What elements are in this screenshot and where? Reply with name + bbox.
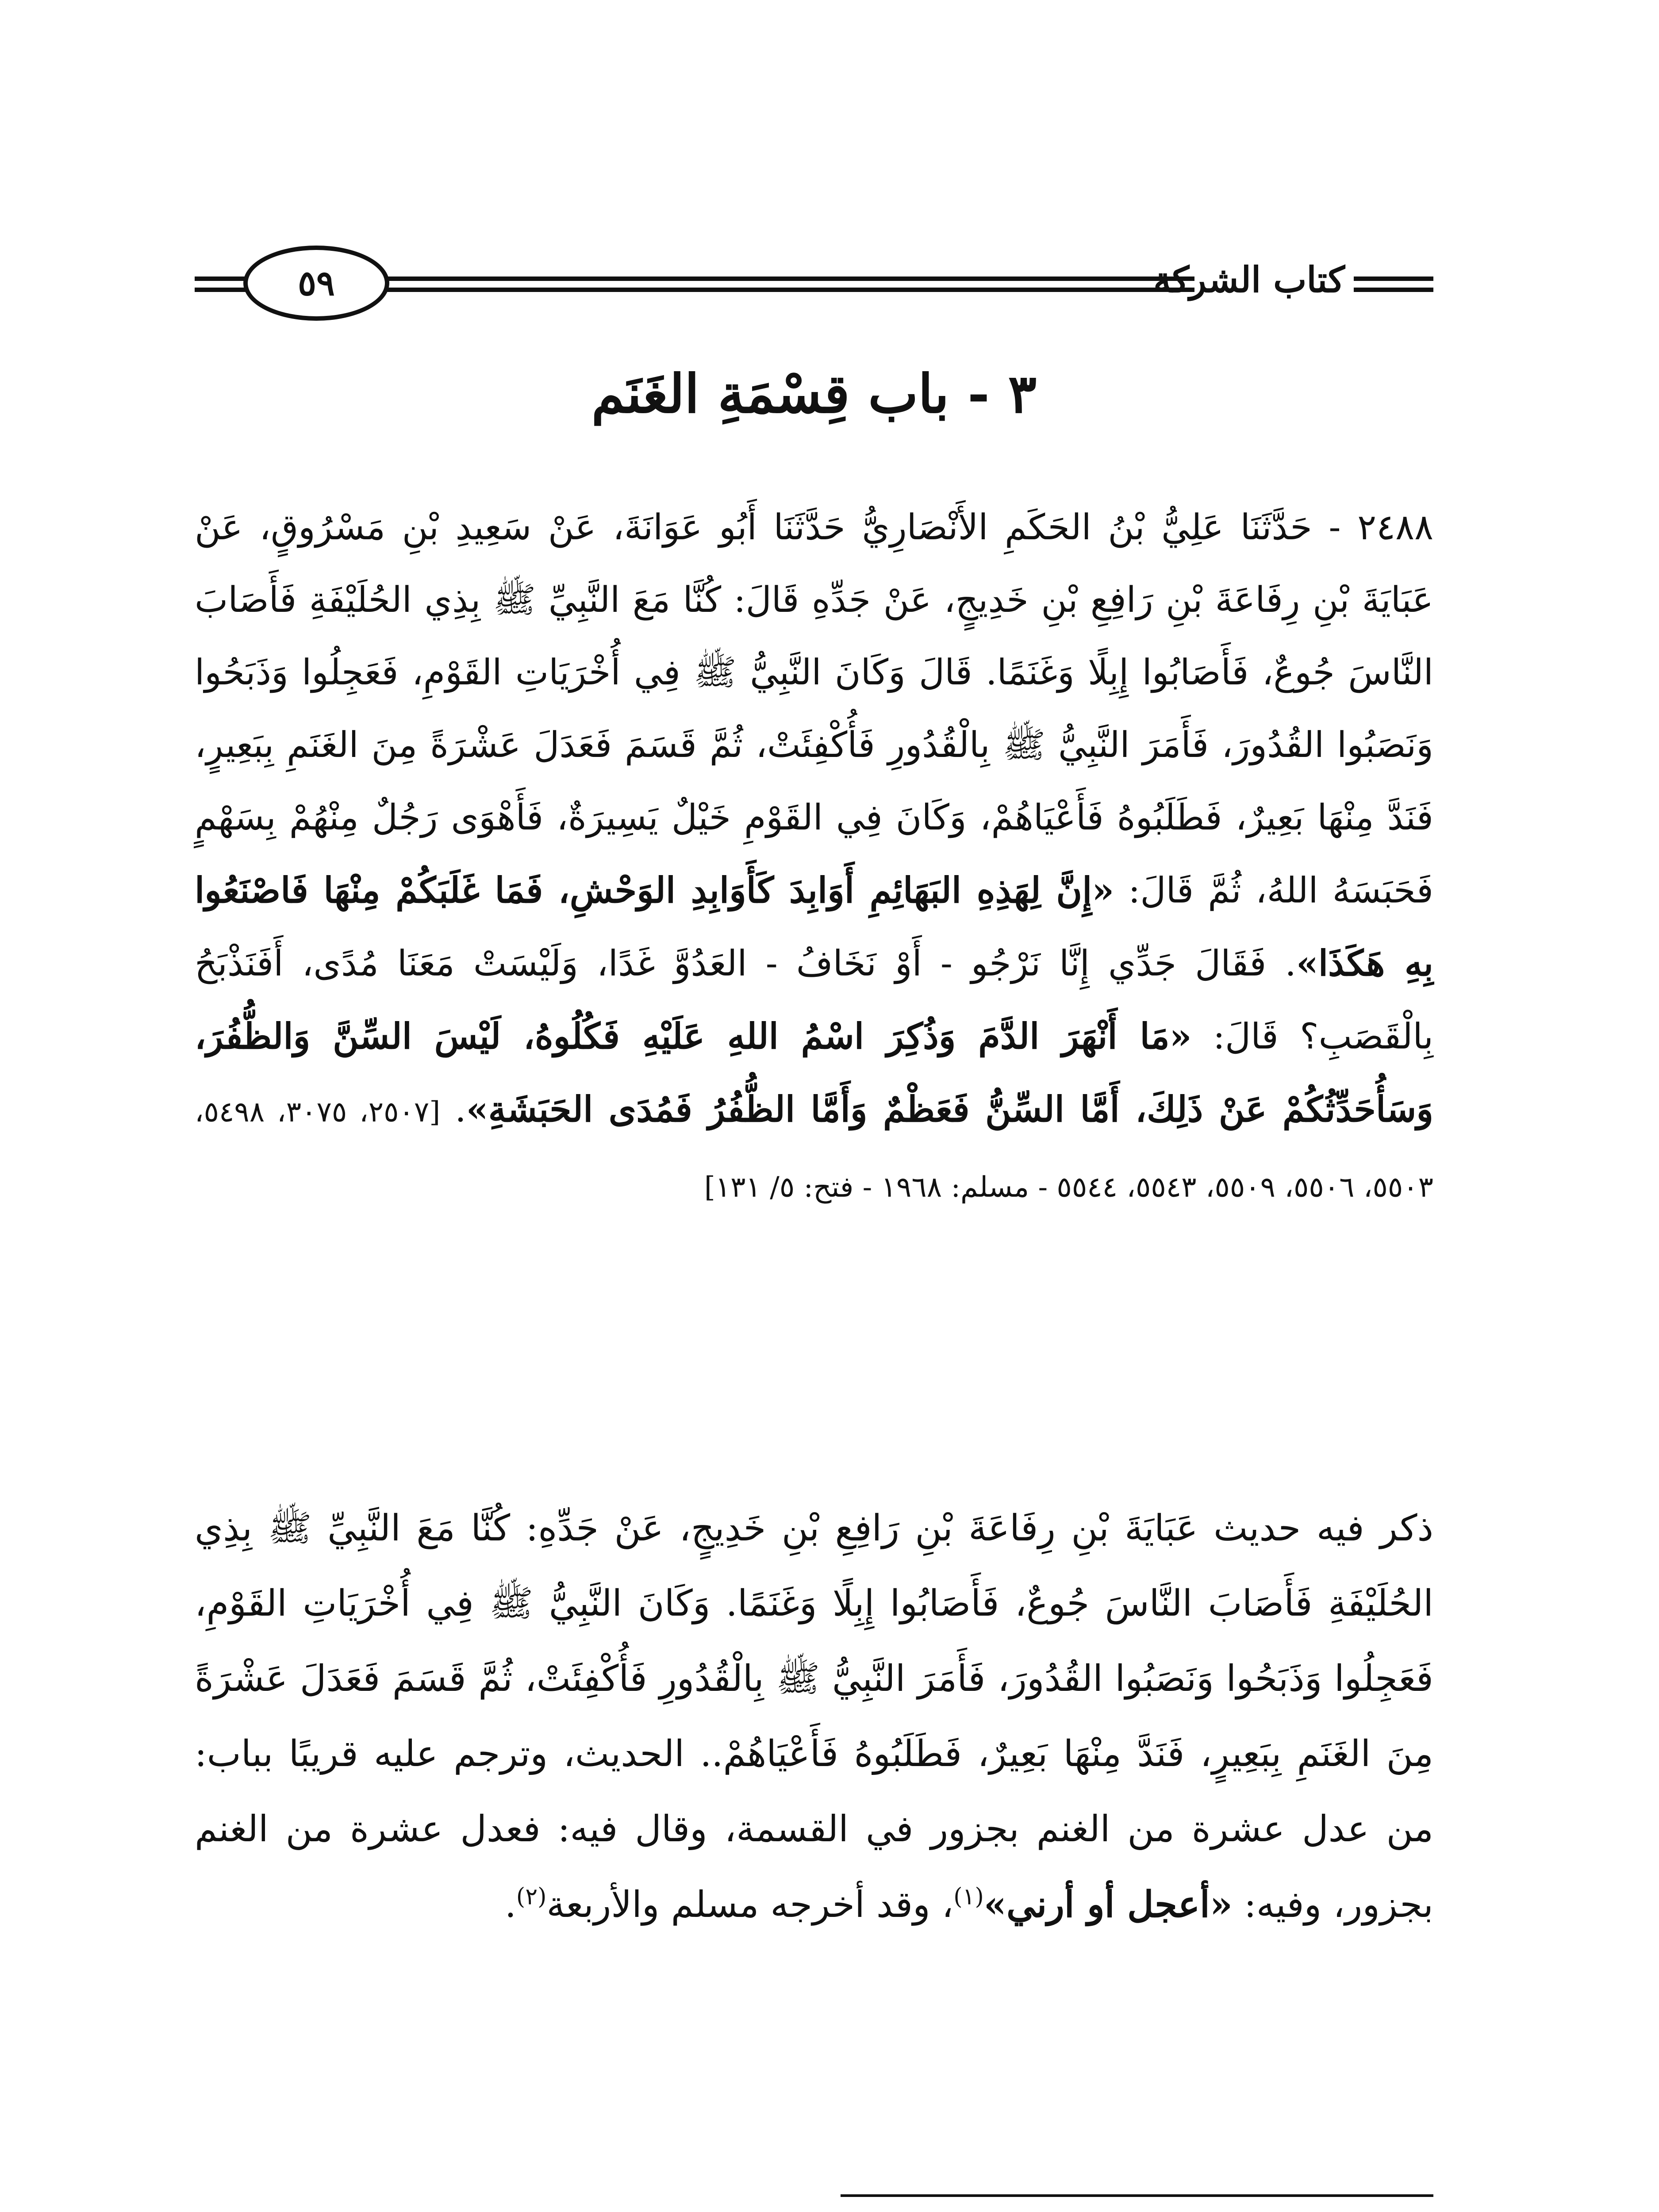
- commentary-part-1: ذكر فيه حديث عَبَايَةَ بْنِ رِفَاعَةَ بْنِ رَافِعِ بْنِ خَدِيجٍ، عَنْ جَدِّهِ: كُنَّا مَعَ النَّبِيِّ ﷺ بِذِي الحُلَيْفَةِ فَأَصَابَ النَّاسَ جُوعٌ، فَأَصَابُوا إِبِلًا وَغَنَمًا. وَكَانَ النَّبِيُّ ﷺ فِي أُخْرَيَاتِ القَوْمِ، فَعَجِلُوا وَذَبَحُوا وَنَصَبُوا القُدُورَ، فَأَمَرَ النَّبِيُّ ﷺ بِالْقُدُورِ فَأُكْفِئَتْ، ثُمَّ قَسَمَ فَعَدَلَ عَشْرَةً مِنَ الغَنَمِ بِبَعِيرٍ، فَنَدَّ مِنْهَا بَعِيرٌ، فَطَلَبُوهُ فَأَعْيَاهُمْ.. الحديث، وترجم عليه قريبًا بباب: من عدل عشرة من الغنم بجزور في القسمة، وقال فيه: فعدل عشرة من الغنم بجزور، وفيه:: [195, 1507, 1433, 1926]
- header-rule-middle-top: [385, 276, 1194, 281]
- commentary-text: [195, 1491, 1433, 1943]
- hadith-text: [195, 491, 1433, 1224]
- hadith-quote-2: «مَا أَنْهَرَ الدَّمَ وَذُكِرَ اسْمُ اللهِ عَلَيْهِ فَكُلُوهُ، لَيْسَ السِّنَّ وَالظُّفُرَ، وَسَأُحَدِّثُكُمْ عَنْ ذَلِكَ، أَمَّا السِّنُّ فَعَظْمٌ وَأَمَّا الظُّفُرُ فَمُدَى الحَبَشَةِ»: [195, 1015, 1434, 1130]
- running-header: [195, 239, 1433, 327]
- hadith-quote-1: «إِنَّ لِهَذِهِ البَهَائِمِ أَوَابِدَ كَأَوَابِدِ الوَحْشِ، فَمَا غَلَبَكُمْ مِنْهَا فَاصْنَعُوا بِهِ هَكَذَا»: [195, 869, 1434, 984]
- footnote-ref-1: (١): [953, 1883, 984, 1910]
- header-rule-left-top: [195, 276, 248, 281]
- header-rule-right-top: [1354, 276, 1433, 281]
- footnote-ref-2: (٢): [516, 1883, 547, 1910]
- book-title: كتاب الشركة: [1153, 259, 1345, 300]
- hadith-narration-3: .: [440, 1089, 466, 1130]
- page-number: [243, 246, 389, 321]
- commentary-part-3: .: [504, 1884, 516, 1926]
- hadith-narration-2: . فَقَالَ جَدِّي إِنَّا نَرْجُو - أَوْ نَخَافُ - العَدُوَّ غَدًا، وَلَيْسَتْ مَعَنَا مُدًى، أَفَنَذْبَحُ بِالْقَصَبِ؟ قَالَ:: [195, 943, 1433, 1057]
- chapter-title: ٣ - باب قِسْمَةِ الغَنَم: [591, 363, 1037, 425]
- commentary-quote: «أعجل أو أرني»: [983, 1883, 1233, 1926]
- commentary-part-2: ، وقد أخرجه مسلم والأربعة: [546, 1884, 954, 1926]
- hadith-references: [٢٥٠٧، ٣٠٧٥، ٥٤٩٨، ٥٥٠٣، ٥٥٠٦، ٥٥٠٩، ٥٥٤٣، ٥٥٤٤ - مسلم: ١٩٦٨ - فتح: ٥/ ١٣١]: [195, 1096, 1433, 1204]
- header-rule-right-bottom: [1354, 288, 1433, 292]
- footnote-divider: [841, 2194, 1433, 2197]
- header-rule-left-bottom: [195, 288, 248, 292]
- hadith-narration-1: ٢٤٨٨ - حَدَّثَنَا عَلِيُّ بْنُ الحَكَمِ الأَنْصَارِيُّ حَدَّثَنَا أَبُو عَوَانَةَ، عَنْ سَعِيدِ بْنِ مَسْرُوقٍ، عَنْ عَبَايَةَ بْنِ رِفَاعَةَ بْنِ رَافِعِ بْنِ خَدِيجٍ، عَنْ جَدِّهِ قَالَ: كُنَّا مَعَ النَّبِيِّ ﷺ بِذِي الحُلَيْفَةِ فَأَصَابَ النَّاسَ جُوعٌ، فَأَصَابُوا إِبِلًا وَغَنَمًا. قَالَ وَكَانَ النَّبِيُّ ﷺ فِي أُخْرَيَاتِ القَوْمِ، فَعَجِلُوا وَذَبَحُوا وَنَصَبُوا القُدُورَ، فَأَمَرَ النَّبِيُّ ﷺ بِالْقُدُورِ فَأُكْفِئَتْ، ثُمَّ قَسَمَ فَعَدَلَ عَشْرَةً مِنَ الغَنَمِ بِبَعِيرٍ، فَنَدَّ مِنْهَا بَعِيرٌ، فَطَلَبُوهُ فَأَعْيَاهُمْ، وَكَانَ فِي القَوْمِ خَيْلٌ يَسِيرَةٌ، فَأَهْوَى رَجُلٌ مِنْهُمْ بِسَهْمٍ فَحَبَسَهُ اللهُ، ثُمَّ قَالَ:: [195, 507, 1434, 911]
- header-rule-middle-bottom: [385, 288, 1194, 292]
- page-number-text: ٥٩: [298, 263, 335, 303]
